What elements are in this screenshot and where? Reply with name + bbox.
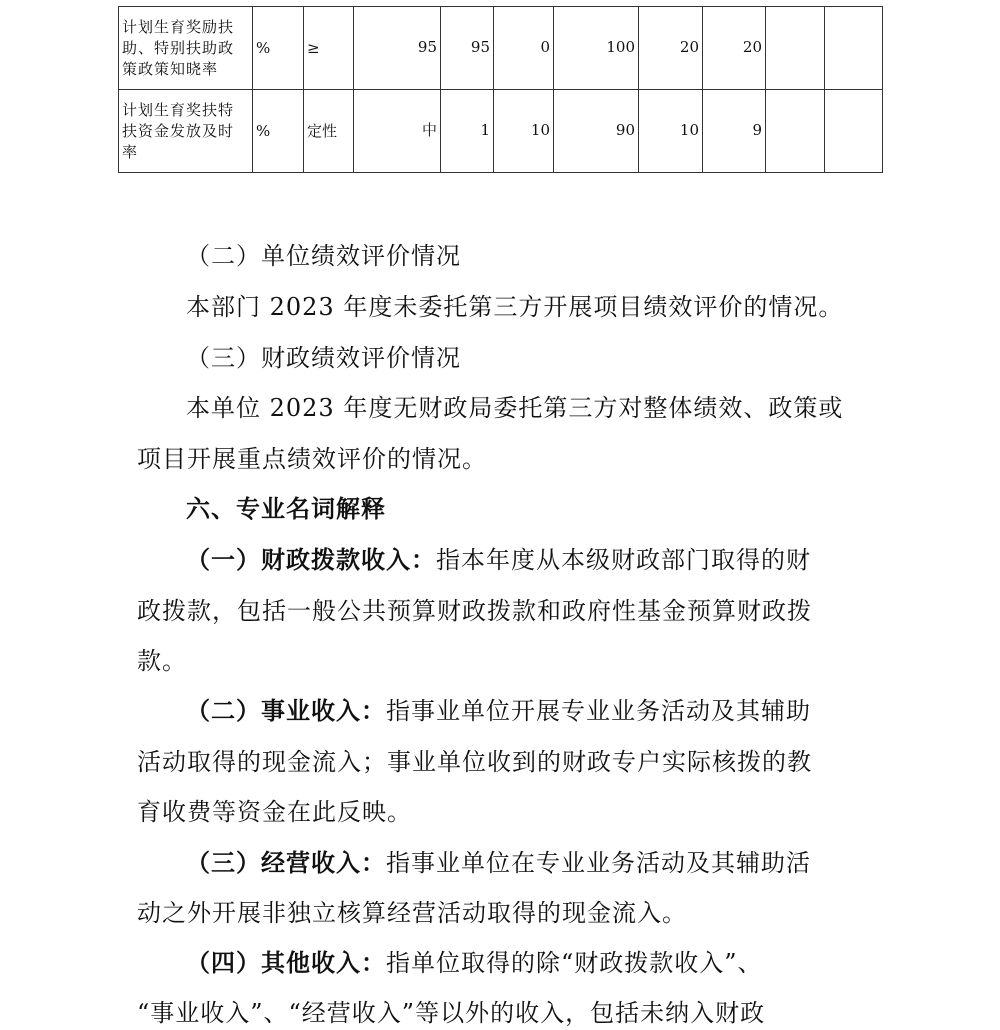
indicator-value: 90 (554, 90, 639, 173)
term-label: （三）经营收入： (186, 848, 386, 877)
paragraph-line: 育收费等资金在此反映。 (137, 798, 412, 826)
term-text: 指单位取得的除“财政拨款收入”、 (386, 949, 763, 977)
paragraph-line: 款。 (137, 647, 187, 675)
indicator-target: 95 (354, 7, 441, 90)
paragraph-line: 本单位 2023 年度无财政局委托第三方对整体绩效、政策或 (186, 394, 844, 422)
paragraph-line: 本部门 2023 年度未委托第三方开展项目绩效评价的情况。 (186, 293, 844, 321)
section-heading: （三）财政绩效评价情况 (186, 344, 461, 372)
indicator-value: 1 (441, 90, 494, 173)
term-label: （一）财政拨款收入： (186, 545, 436, 574)
indicator-name: 计划生育奖扶特扶资金发放及时率 (119, 90, 253, 173)
term-text: 指事业单位开展专业业务活动及其辅助 (386, 697, 811, 725)
term-definition-line (186, 543, 811, 577)
term-text: 指本年度从本级财政部门取得的财 (436, 546, 811, 574)
chapter-heading: 六、专业名词解释 (186, 494, 386, 523)
table-row (119, 7, 883, 90)
term-definition-line (186, 946, 763, 980)
indicator-unit: % (253, 90, 304, 173)
indicator-value: 0 (494, 7, 554, 90)
indicator-operator: 定性 (304, 90, 354, 173)
term-definition-line (186, 846, 811, 880)
paragraph-line: 动之外开展非独立核算经营活动取得的现金流入。 (137, 899, 687, 927)
indicator-note (766, 90, 825, 173)
section-heading: （二）单位绩效评价情况 (186, 242, 461, 270)
indicator-operator: ≥ (304, 7, 354, 90)
term-definition-line (186, 694, 811, 728)
term-text: 指事业单位在专业业务活动及其辅助活 (386, 849, 811, 877)
indicator-unit: % (253, 7, 304, 90)
indicator-target: 中 (354, 90, 441, 173)
indicator-weight: 20 (639, 7, 703, 90)
indicator-value: 10 (494, 90, 554, 173)
term-label: （二）事业收入： (186, 696, 386, 725)
table-row (119, 90, 883, 173)
indicator-value: 100 (554, 7, 639, 90)
indicator-score: 9 (703, 90, 766, 173)
indicator-note (825, 90, 883, 173)
paragraph-line: “事业收入”、“经营收入”等以外的收入，包括未纳入财政 (137, 999, 766, 1027)
performance-indicator-table (118, 6, 883, 173)
indicator-value: 95 (441, 7, 494, 90)
indicator-note (766, 7, 825, 90)
term-label: （四）其他收入： (186, 948, 386, 977)
paragraph-line: 项目开展重点绩效评价的情况。 (137, 445, 487, 473)
paragraph-line: 政拨款，包括一般公共预算财政拨款和政府性基金预算财政拨 (137, 597, 812, 625)
indicator-name: 计划生育奖励扶助、特别扶助政策政策知晓率 (119, 7, 253, 90)
paragraph-line: 活动取得的现金流入；事业单位收到的财政专户实际核拨的教 (137, 748, 812, 776)
indicator-weight: 10 (639, 90, 703, 173)
indicator-note (825, 7, 883, 90)
indicator-score: 20 (703, 7, 766, 90)
